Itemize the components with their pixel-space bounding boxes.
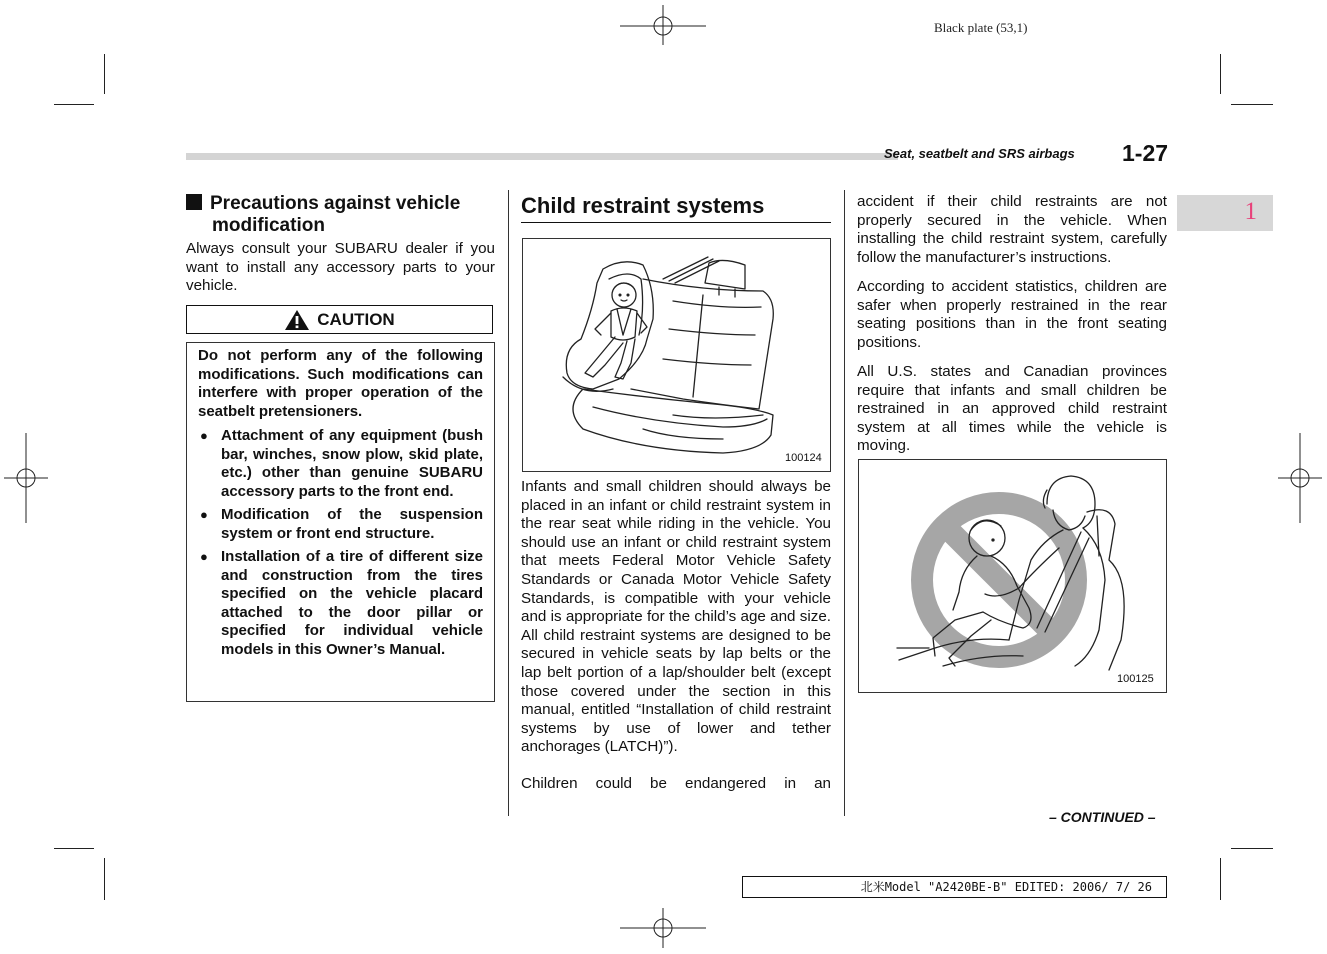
header-bar bbox=[186, 153, 898, 160]
crop-mark bbox=[104, 54, 105, 94]
prohibited-lap-holding-figure bbox=[858, 459, 1167, 693]
caution-text: Do not perform any of the following modifications. Such modifications can interfere with proper operation of the seatbelt pretensioners. bbox=[198, 347, 483, 420]
bullet-icon: ● bbox=[200, 507, 208, 522]
caution-label: CAUTION bbox=[317, 310, 395, 329]
child-seat-illustration bbox=[523, 239, 830, 471]
paragraph: accident if their child restraints are not properly secured in the vehicle. When installing the child restraint system, carefully follow the manufacturer’s instructions. bbox=[857, 193, 1167, 266]
caution-list bbox=[198, 427, 483, 659]
caution-header bbox=[186, 305, 493, 334]
prohibited-lap-holding-illustration bbox=[859, 460, 1166, 692]
crop-mark bbox=[54, 848, 94, 849]
crop-mark bbox=[104, 858, 105, 900]
intro-paragraph: Always consult your SUBARU dealer if you want to install any accessory parts to your vehicle. bbox=[186, 240, 495, 295]
running-head: Seat, seatbelt and SRS airbags bbox=[884, 146, 1075, 161]
list-item: ● Installation of a tire of different size and construction from the tires specified on the vehicle placard attached to the door pillar or specified for individual vehicle models in this Owner’s Manual. bbox=[200, 548, 483, 658]
registration-mark-left bbox=[4, 433, 48, 523]
plate-label: Black plate (53,1) bbox=[934, 20, 1028, 35]
warning-triangle-icon bbox=[284, 309, 310, 331]
registration-mark-top bbox=[620, 5, 706, 45]
continued-label: – CONTINUED – bbox=[1049, 809, 1156, 825]
caution-body bbox=[186, 342, 495, 702]
section-title: Child restraint systems bbox=[521, 193, 831, 223]
crop-mark bbox=[54, 104, 94, 105]
registration-mark-right bbox=[1278, 433, 1322, 523]
heading-square-icon bbox=[186, 194, 202, 210]
chapter-tab bbox=[1177, 195, 1273, 231]
paragraph: Infants and small children should always be placed in an infant or child restraint system in the rear seat while riding in the vehicle. You should use an infant or child restraint system that meets Federal Motor Vehicle Safety Standards or Canada Motor Vehicle Safety Standards, is compatible with your vehicle and is appropriate for the child’s age and size. All child restraint systems are designed to be secured in vehicle seats by lap belts or the lap belt portion of a lap/shoulder belt (except those covered under the section in this manual, entitled “Installation of child restraint systems by use of lower and tether anchorages (LATCH)”). bbox=[521, 478, 831, 756]
model-edit-line: 北米Model "A2420BE-B" EDITED: 2006/ 7/ 26 bbox=[742, 876, 1167, 898]
registration-mark-bottom bbox=[620, 908, 706, 948]
figure-id: 100125 bbox=[1117, 673, 1154, 685]
list-item: ● Modification of the suspension system or front end structure. bbox=[200, 506, 483, 542]
chapter-number: 1 bbox=[1244, 198, 1257, 225]
paragraph: All U.S. states and Canadian provinces require that infants and small children be restrained in an approved child restraint system at all times while the vehicle is moving. bbox=[857, 363, 1167, 455]
list-item: ● Attachment of any equipment (bush bar, winches, snow plow, skid plate, etc.) other than genuine SUBARU accessory parts to the front end. bbox=[200, 427, 483, 500]
figure-id: 100124 bbox=[785, 452, 822, 464]
paragraph: According to accident statistics, children are safer when properly restrained in the rear seating positions than in the front seating positions. bbox=[857, 278, 1167, 351]
crop-mark bbox=[1220, 858, 1221, 900]
bullet-icon: ● bbox=[200, 549, 208, 564]
crop-mark bbox=[1220, 54, 1221, 94]
crop-mark bbox=[1231, 104, 1273, 105]
paragraph: Children could be endangered in an bbox=[521, 775, 831, 792]
section-heading: Precautions against vehicle modification bbox=[186, 193, 496, 237]
crop-mark bbox=[1231, 848, 1273, 849]
column-divider bbox=[508, 190, 509, 816]
bullet-icon: ● bbox=[200, 428, 208, 443]
page-number: 1-27 bbox=[1122, 140, 1169, 166]
column-divider bbox=[844, 190, 845, 816]
child-seat-figure bbox=[522, 238, 831, 472]
